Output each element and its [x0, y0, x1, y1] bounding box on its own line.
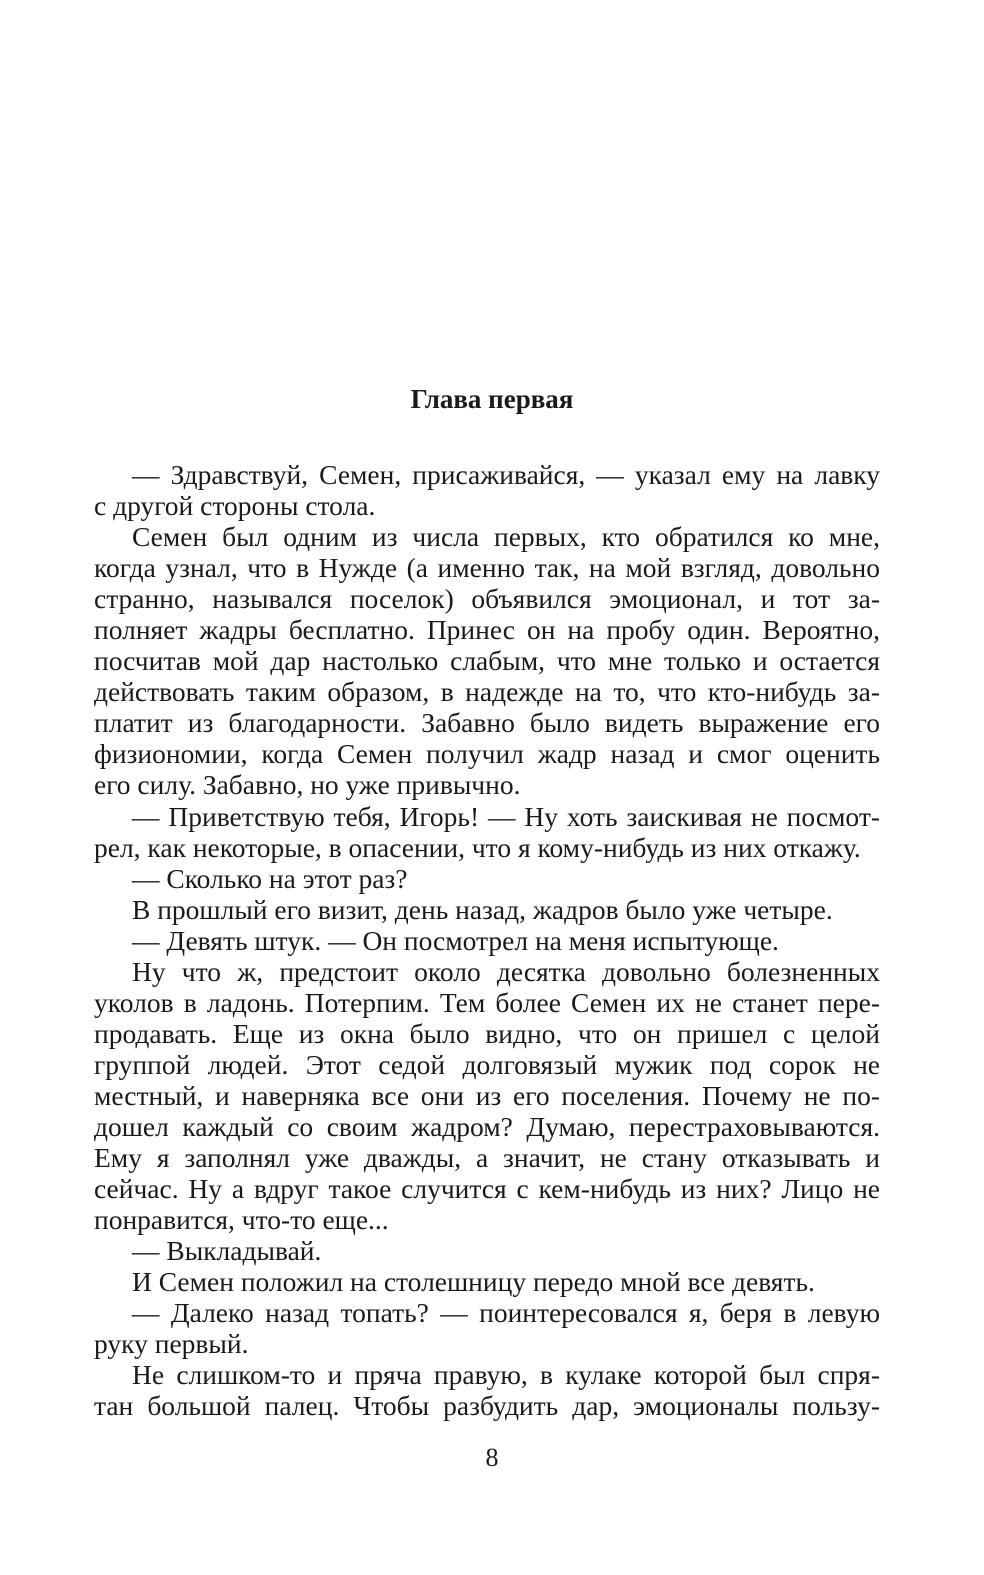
text-line: продавать. Еще из окна было видно, что он пришел с целой [94, 1017, 880, 1049]
text-line: платит из благодарности. Забавно было видеть выражение его [94, 707, 880, 739]
text-line: — Сколько на этот раз? [132, 862, 408, 894]
text-line: действовать таким образом, в надежде на то, что кто-нибудь за- [94, 676, 880, 708]
text-line: понравится, что-то еще... [94, 1204, 389, 1236]
text-line: Ему я заполнял уже дважды, а значит, не стану отказывать и [94, 1142, 880, 1174]
text-line: И Семен положил на столешницу передо мной все девять. [132, 1266, 815, 1298]
page-number: 8 [485, 1443, 499, 1472]
text-line: — Далеко назад топать? — поинтересовался я, беря в левую [132, 1297, 880, 1329]
text-line: руку первый. [94, 1328, 249, 1360]
text-line: — Девять штук. — Он посмотрел на меня испытующе. [132, 924, 779, 956]
text-line: рел, как некоторые, в опасении, что я кому-нибудь из них откажу. [94, 831, 861, 863]
text-line: группой людей. Этот седой долговязый мужик под сорок не [94, 1048, 880, 1080]
text-line: тан большой палец. Чтобы разбудить дар, эмоционалы пользу- [94, 1390, 880, 1422]
text-line: посчитав мой дар настолько слабым, что мне только и остается [94, 645, 880, 677]
text-line: — Приветствую тебя, Игорь! — Ну хоть заискивая не посмот- [132, 800, 880, 832]
text-line: Не слишком-то и пряча правую, в кулаке которой был спря- [132, 1359, 880, 1391]
text-line: уколов в ладонь. Потерпим. Тем более Семен их не станет пере- [94, 986, 880, 1018]
text-line: В прошлый его визит, день назад, жадров было уже четыре. [132, 893, 833, 925]
text-line: — Здравствуй, Семен, присаживайся, — указал ему на лавку [132, 459, 880, 490]
text-line: полняет жадры бесплатно. Принес он на пробу один. Вероятно, [94, 614, 880, 646]
text-line: — Выкладывай. [132, 1235, 322, 1267]
text-line: странно, назывался поселок) объявился эмоционал, и тот за- [94, 583, 880, 615]
text-line: сейчас. Ну а вдруг такое случится с кем-нибудь из них? Лицо не [94, 1173, 880, 1205]
text-line: Ну что ж, предстоит около десятка довольно болезненных [132, 955, 880, 987]
text-line: его силу. Забавно, но уже привычно. [94, 769, 521, 801]
text-line: физиономии, когда Семен получил жадр назад и смог оценить [94, 738, 880, 770]
chapter-title: Глава первая [410, 384, 574, 414]
text-line: местный, и наверняка все они из его поселения. Почему не по- [94, 1079, 880, 1111]
body-text [94, 459, 880, 1421]
text-line: Семен был одним из числа первых, кто обратился ко мне, [132, 521, 880, 553]
text-line: дошел каждый со своим жадром? Думаю, перестраховываются. [94, 1110, 880, 1142]
text-line: когда узнал, что в Нужде (а именно так, на мой взгляд, довольно [94, 552, 880, 584]
text-line: с другой стороны стола. [94, 490, 376, 522]
